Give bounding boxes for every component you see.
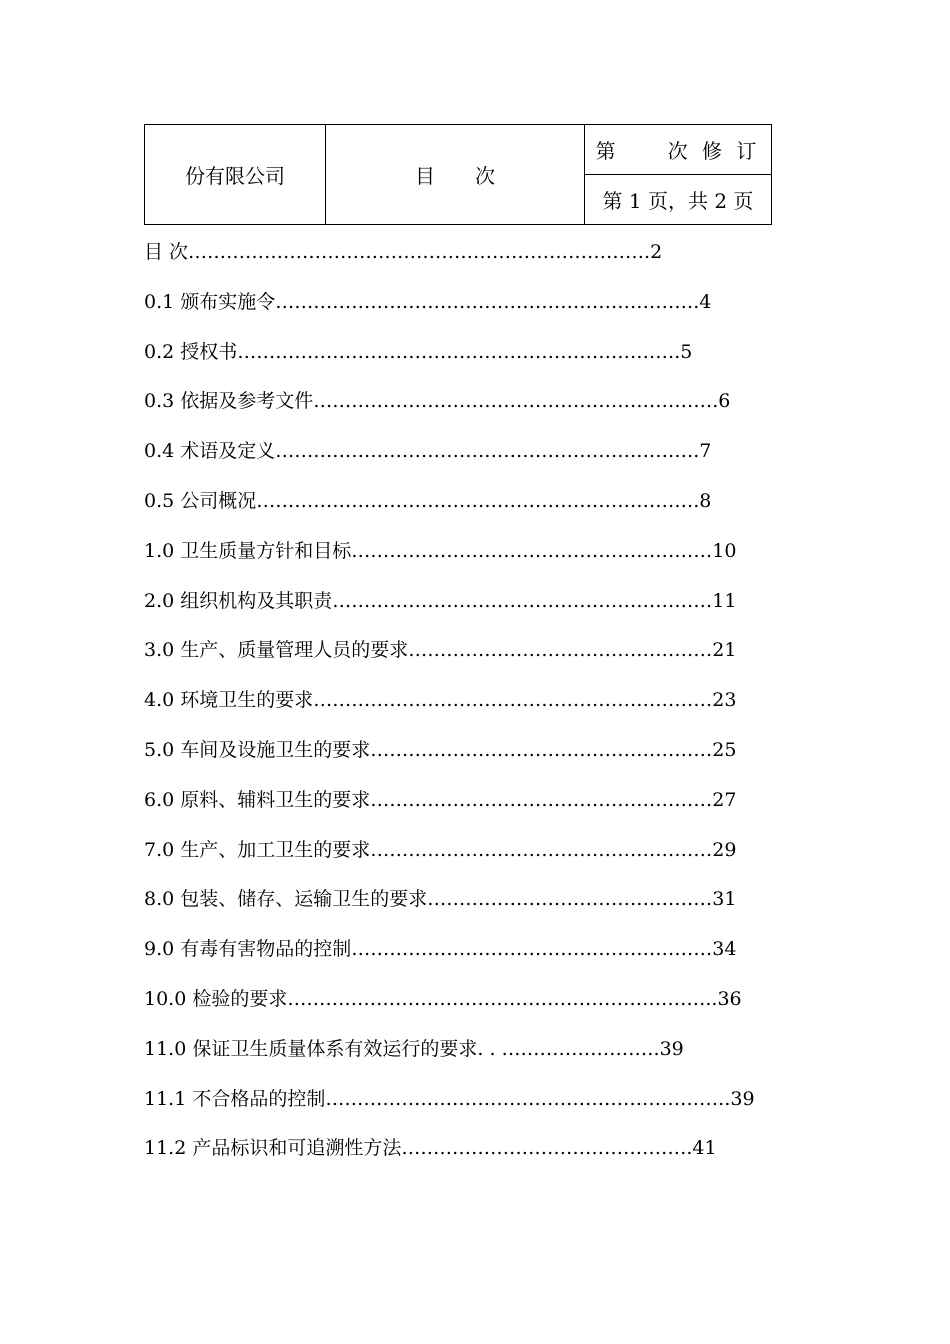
page-info-cell: 第 1 页，共 2 页 <box>585 175 772 225</box>
toc-entry-title: 11.2 产品标识和可追溯性方法 <box>144 1137 402 1160</box>
toc-entry-leader: ……………………………………………………………… <box>188 241 645 263</box>
header-table <box>144 124 772 225</box>
toc-entry[interactable] <box>144 626 764 676</box>
toc-entry-title: 7.0 生产、加工卫生的要求 <box>144 838 371 861</box>
toc-entry-leader: …………………………………………………………… <box>237 340 675 363</box>
toc-entry[interactable] <box>144 776 764 826</box>
toc-entry-leader: ……………………………………………………… <box>325 1087 725 1110</box>
toc-entry[interactable] <box>144 278 764 328</box>
toc-entry-leader: …………………………………………………… <box>332 589 713 612</box>
toc-entry-title: 目 次 <box>144 241 189 263</box>
toc-entry-page: .5 <box>674 340 693 363</box>
toc-entry[interactable] <box>144 228 764 278</box>
toc-entry-leader: ………………………………………………………… <box>275 290 694 313</box>
toc-entry[interactable] <box>144 377 764 427</box>
toc-entry-title: 1.0 卫生质量方针和目标 <box>144 539 352 562</box>
table-of-contents <box>144 228 764 1174</box>
toc-entry-leader: ………………………………………………… <box>351 539 713 562</box>
toc-entry-page: .8 <box>693 489 712 512</box>
toc-entry[interactable] <box>144 328 764 378</box>
toc-entry[interactable] <box>144 875 764 925</box>
toc-entry-leader: ……………………………………………… <box>370 788 713 811</box>
toc-entry-page: .4 <box>693 290 712 313</box>
toc-entry-leader: ……………………………………………………… <box>313 390 713 413</box>
toc-entry-title: 5.0 车间及设施卫生的要求 <box>144 738 371 761</box>
toc-entry-page: 25 <box>712 738 737 761</box>
toc-entry-page: .7 <box>693 440 712 463</box>
toc-entry-title: 6.0 原料、辅料卫生的要求 <box>144 788 371 811</box>
toc-entry-leader: ……………………………………………………… <box>313 689 713 712</box>
toc-entry-page: .2 <box>644 241 663 263</box>
toc-entry[interactable] <box>144 1124 764 1174</box>
toc-entry-page: 21 <box>712 639 737 662</box>
toc-entry-title: 0.4 术语及定义 <box>144 440 276 463</box>
company-name: 份有限公司 <box>145 125 326 225</box>
toc-entry-leader: ………………………………………… <box>408 639 713 662</box>
toc-entry-page: ..36 <box>705 987 742 1010</box>
toc-entry[interactable] <box>144 826 764 876</box>
document-title: 目 次 <box>326 125 585 225</box>
toc-entry-title: 8.0 包装、储存、运输卫生的要求 <box>144 888 428 911</box>
toc-entry-leader: . . …………………… <box>477 1037 654 1060</box>
toc-entry-title: 0.2 授权书 <box>144 340 238 363</box>
toc-entry-page: 10 <box>712 539 737 562</box>
toc-entry-title: 0.3 依据及参考文件 <box>144 390 314 413</box>
toc-entry[interactable] <box>144 975 764 1025</box>
toc-entry-leader: ……………………………………… <box>427 888 713 911</box>
toc-entry[interactable] <box>144 1025 764 1075</box>
toc-entry-leader: ………………………………………………… <box>351 938 713 961</box>
toc-entry-leader: …………………………………………………………… <box>256 489 694 512</box>
toc-entry-leader: ………………………………………………………… <box>287 987 706 1010</box>
toc-entry-leader: ……………………………………………… <box>370 738 713 761</box>
toc-entry-title: 11.1 不合格品的控制 <box>144 1087 326 1110</box>
toc-entry-page: 27 <box>712 788 737 811</box>
toc-entry-title: 2.0 组织机构及其职责 <box>144 589 333 612</box>
toc-entry[interactable] <box>144 726 764 776</box>
toc-entry-title: 0.1 颁布实施令 <box>144 290 276 313</box>
toc-entry-page: 23 <box>712 689 737 712</box>
toc-entry-title: 0.5 公司概况 <box>144 489 257 512</box>
toc-entry-page: .6 <box>712 390 731 413</box>
toc-entry-page: 31 <box>712 888 737 911</box>
toc-entry-title: 4.0 环境卫生的要求 <box>144 689 314 712</box>
toc-entry[interactable] <box>144 1075 764 1125</box>
toc-entry-leader: ……………………………………………… <box>370 838 713 861</box>
toc-entry-page: .41 <box>686 1137 717 1160</box>
toc-entry-title: 10.0 检验的要求 <box>144 987 288 1010</box>
toc-entry-page: 11 <box>712 589 737 612</box>
toc-entry-leader: ……………………………………… <box>401 1137 687 1160</box>
toc-entry-leader: ………………………………………………………… <box>275 440 694 463</box>
toc-entry-page: .39 <box>653 1037 684 1060</box>
toc-entry-title: 9.0 有毒有害物品的控制 <box>144 938 352 961</box>
revision-cell: 第 次 修 订 <box>585 125 772 175</box>
toc-entry-title: 3.0 生产、质量管理人员的要求 <box>144 639 409 662</box>
toc-entry-page: .39 <box>724 1087 755 1110</box>
toc-entry[interactable] <box>144 577 764 627</box>
toc-entry-page: 29 <box>712 838 737 861</box>
toc-entry-title: 11.0 保证卫生质量体系有效运行的要求 <box>144 1037 478 1060</box>
toc-entry[interactable] <box>144 925 764 975</box>
toc-entry[interactable] <box>144 676 764 726</box>
toc-entry[interactable] <box>144 477 764 527</box>
toc-entry[interactable] <box>144 427 764 477</box>
toc-entry-page: 34 <box>712 938 737 961</box>
toc-entry[interactable] <box>144 527 764 577</box>
